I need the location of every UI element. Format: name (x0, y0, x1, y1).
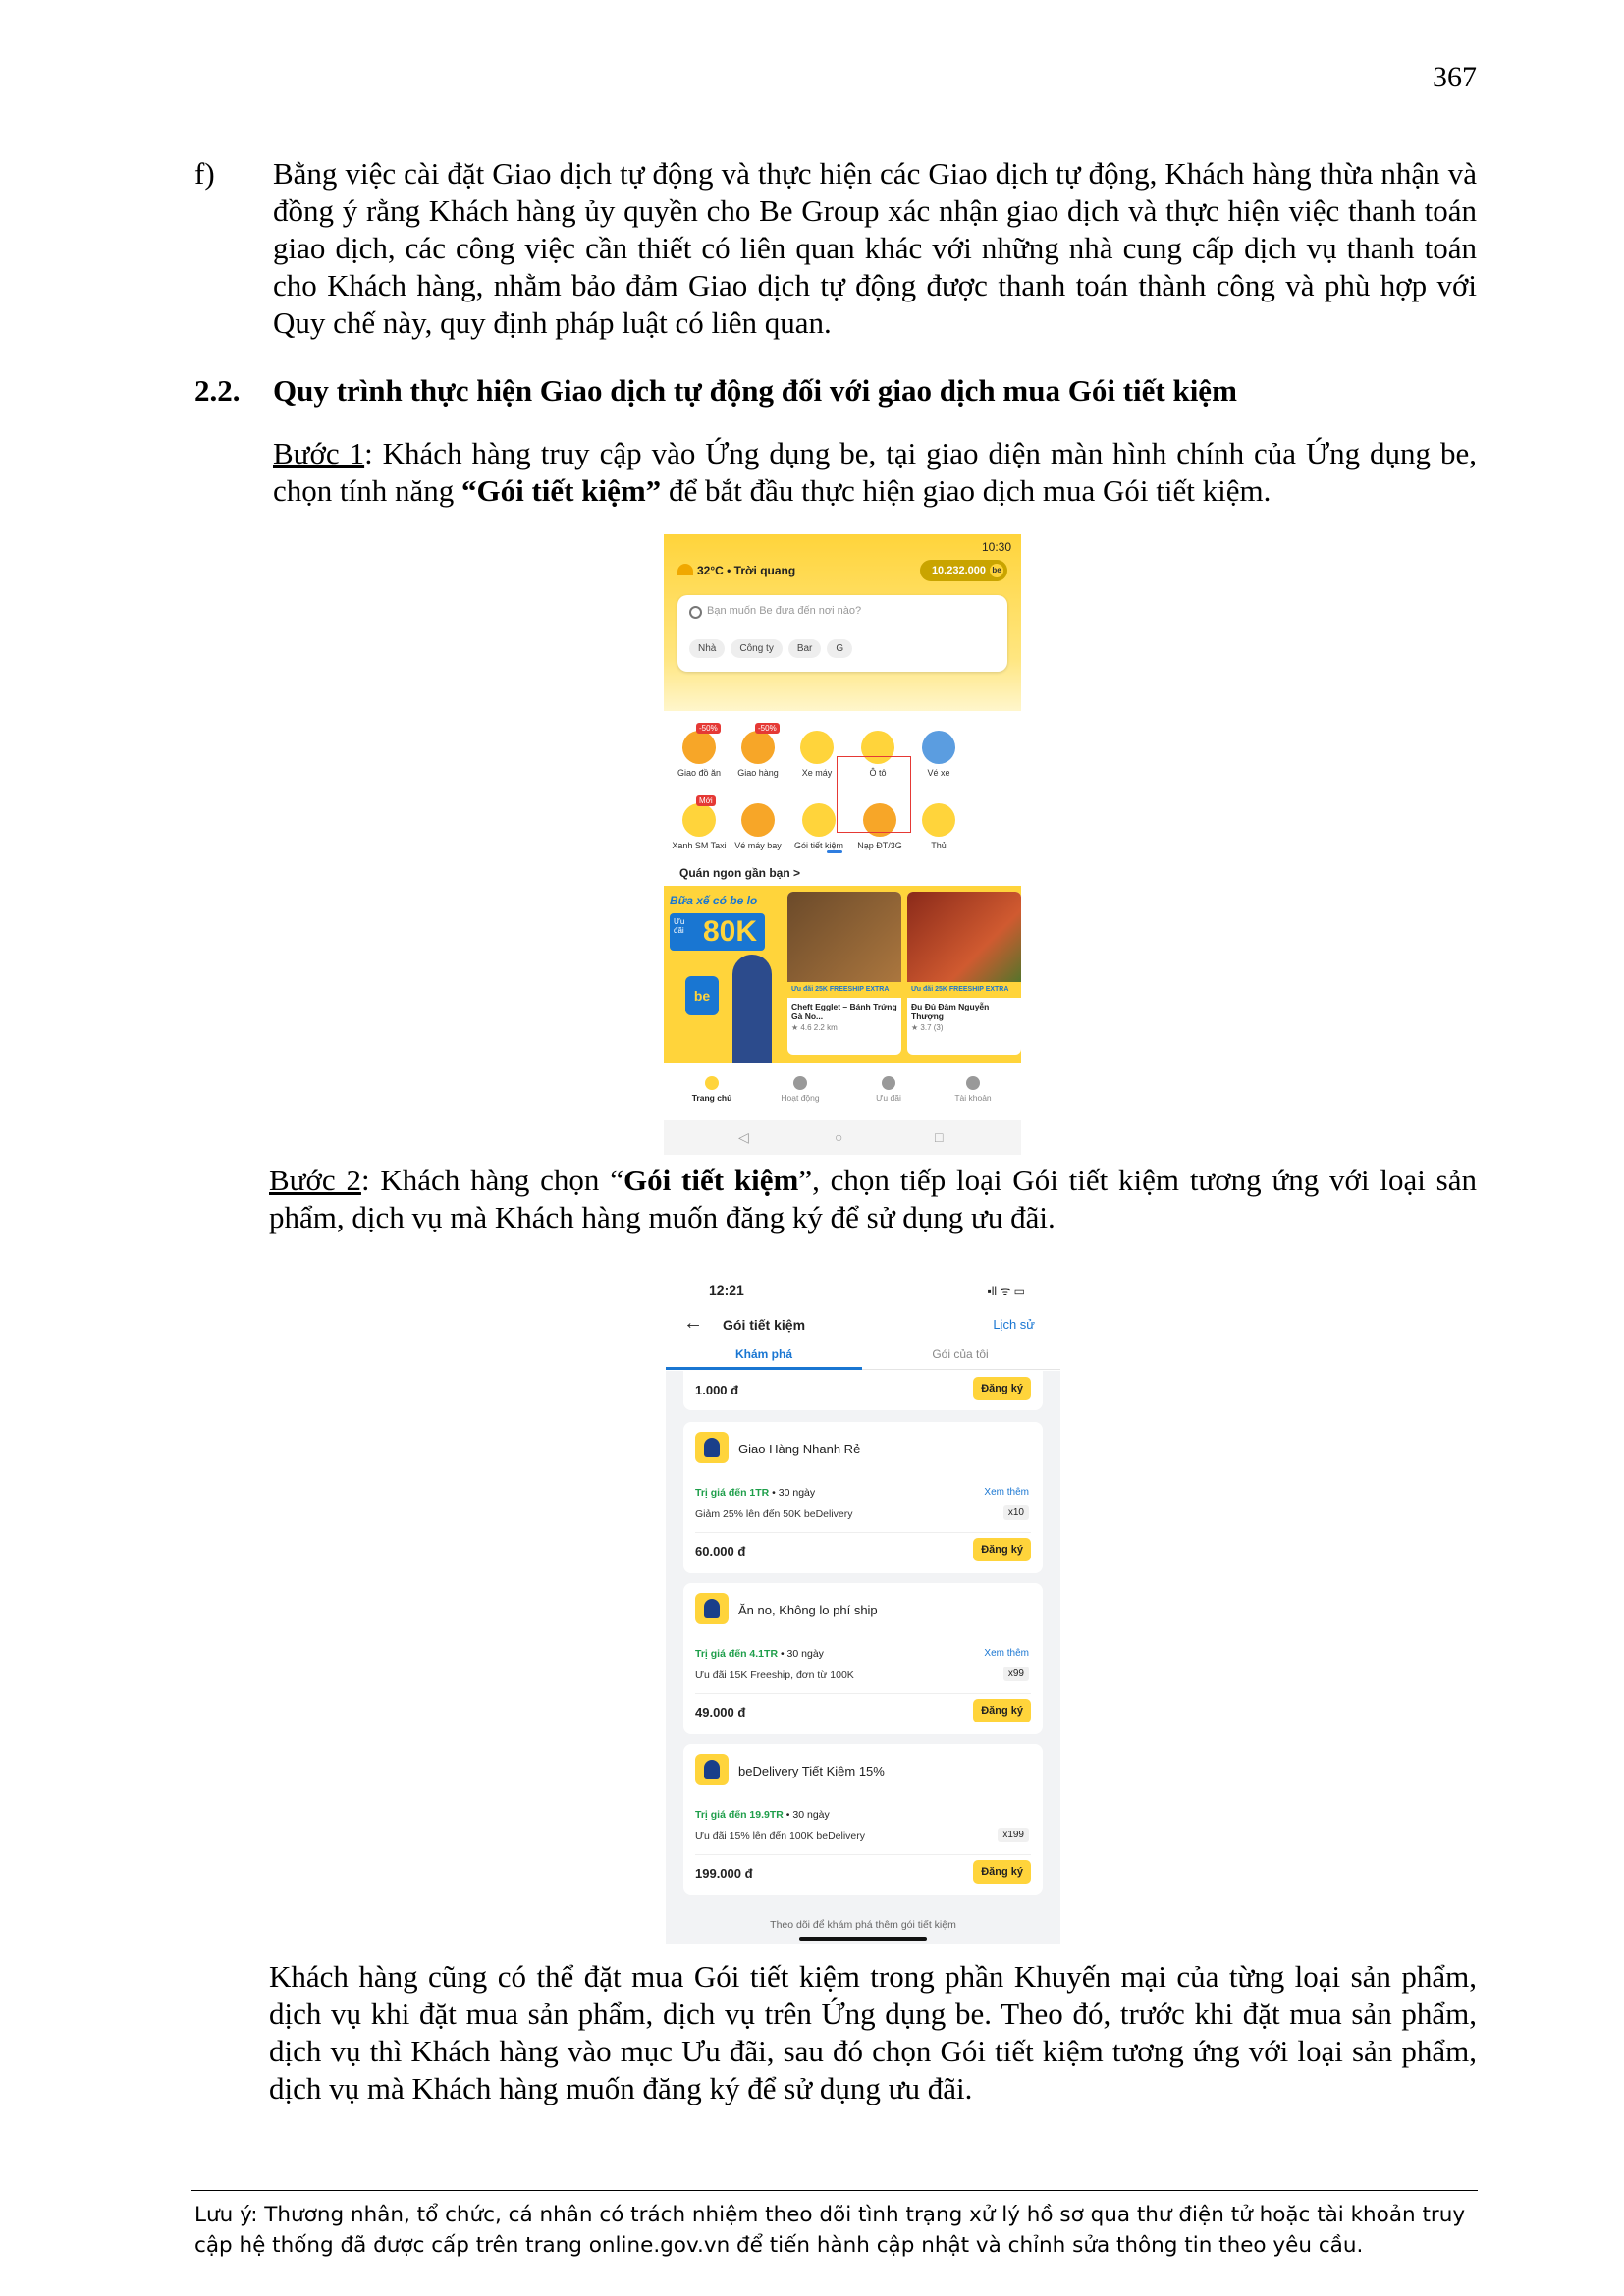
clock-icon (793, 1076, 807, 1090)
step1-paragraph (273, 435, 1477, 510)
promo-tag: Ưu đãi (674, 917, 685, 935)
register-button[interactable]: Đăng ký (973, 1860, 1031, 1884)
service-taxi[interactable] (670, 796, 729, 851)
service-label: Gói tiết kiệm (793, 841, 843, 850)
pack-name: Giao Hàng Nhanh Rẻ (738, 1442, 861, 1456)
chip-more[interactable]: G (827, 639, 852, 658)
pack-value-amount: Trị giá đến 19.9TR (695, 1809, 784, 1821)
system-nav (664, 1120, 1021, 1155)
pack-duration: • 30 ngày (783, 1809, 830, 1821)
home-icon (705, 1076, 719, 1090)
pack-description: Giảm 25% lên đến 50K beDelivery (695, 1508, 853, 1520)
pack-value (695, 1648, 824, 1660)
pack-value (695, 1487, 815, 1499)
service-label: Giao đồ ăn (677, 768, 722, 778)
chip-work[interactable]: Công ty (731, 639, 782, 658)
chip-bar[interactable]: Bar (788, 639, 822, 658)
avatar (966, 1076, 980, 1090)
home-screen-screenshot (664, 534, 1021, 1155)
pack-description: Ưu đãi 15% lên đến 100K beDelivery (695, 1831, 865, 1842)
pack-duration: • 30 ngày (769, 1487, 816, 1499)
nav-label: Ưu đãi (876, 1093, 901, 1103)
nav-label: Hoạt động (781, 1093, 820, 1103)
service-label: Vé máy bay (734, 841, 782, 850)
service-label: Nạp ĐT/3G (857, 841, 902, 850)
pack-logo-icon (695, 1593, 729, 1624)
pack-value-amount: Trị giá đến 1TR (695, 1487, 770, 1499)
nav-account[interactable] (939, 1076, 1007, 1103)
section-number: 2.2. (194, 373, 241, 408)
freeship-badge: Ưu đãi 25K FREESHIP EXTRA (787, 982, 901, 998)
nav-offers[interactable] (854, 1076, 923, 1103)
be-logo: be (685, 976, 719, 1015)
nav-activity[interactable] (766, 1076, 835, 1103)
step2-paragraph (269, 1162, 1477, 1236)
search-placeholder: Bạn muốn Be đưa đến nơi nào? (707, 605, 862, 617)
step1-text-after: để bắt đầu thực hiện giao dịch mua Gói tiết kiệm. (661, 473, 1272, 508)
active-tab-indicator (666, 1367, 862, 1370)
pack-quantity: x10 (1003, 1505, 1029, 1520)
home-header (664, 534, 1021, 711)
food-icon (682, 724, 718, 764)
register-button[interactable]: Đăng ký (973, 1377, 1031, 1400)
service-flight[interactable] (729, 803, 787, 851)
card-divider (695, 1532, 1031, 1533)
section-title: Quy trình thực hiện Giao dịch tự động đối với giao dịch mua Gói tiết kiệm (273, 373, 1237, 408)
discount-badge: -50% (696, 723, 721, 734)
history-link[interactable]: Lịch sử (993, 1317, 1035, 1332)
back-arrow-icon[interactable]: ← (683, 1312, 703, 1334)
restaurant-meta: ★ 3.7 (3) (911, 1023, 944, 1032)
step2-text-after: ”, chọn tiếp loại Gói tiết kiệm tương ứng với loại sản phẩm, dịch vụ mà Khách hàng muốn đăng ký để sử dụng ưu đãi. (269, 1163, 1477, 1234)
register-button[interactable]: Đăng ký (973, 1538, 1031, 1561)
pack-quantity: x199 (998, 1828, 1029, 1842)
service-delivery[interactable] (729, 724, 787, 779)
home-nav-icon[interactable]: ○ (835, 1129, 843, 1145)
home-indicator (799, 1937, 927, 1941)
step2-bold: Gói tiết kiệm (623, 1163, 799, 1197)
search-icon (689, 606, 702, 619)
service-label: Vé xe (927, 768, 950, 778)
page-indicator (827, 850, 842, 853)
pack-card-partial (683, 1371, 1043, 1410)
sun-icon (677, 564, 693, 575)
pack-name: beDelivery Tiết Kiệm 15% (738, 1764, 885, 1778)
pack-price: 49.000 đ (695, 1705, 746, 1720)
pack-price: 199.000 đ (695, 1866, 753, 1881)
promo-person-image (732, 955, 772, 1063)
back-nav-icon[interactable]: ◁ (738, 1129, 749, 1145)
pack-card (683, 1422, 1043, 1573)
pack-card (683, 1744, 1043, 1895)
restaurant-meta: ★ 4.6 2.2 km (791, 1023, 838, 1032)
promo-line: Bữa xế có be lo (670, 894, 758, 907)
bus-icon (922, 731, 955, 764)
service-label: Xanh SM Taxi (672, 841, 727, 850)
pack-name: Ăn no, Không lo phí ship (738, 1603, 878, 1617)
taxi-icon (682, 796, 716, 837)
item-f-text: Bằng việc cài đặt Giao dịch tự động và thực hiện các Giao dịch tự động, Khách hàng thừa nhận và đồng ý rằng Khách hàng ủy quyền cho Be Group xác nhận giao dịch và thực hiện việc thanh toán giao dịch, các công việc cần thiết có liên quan khác với những nhà cung cấp dịch vụ thanh toán cho Khách hàng, nhằm bảo đảm Giao dịch tự động được thanh toán thành công và phù hợp với Quy chế này, quy định pháp luật có liên quan. (273, 156, 1477, 340)
delivery-icon (741, 724, 777, 764)
step1-label: Bước 1 (273, 436, 365, 470)
card-divider (695, 1854, 1031, 1855)
restaurant-name: Cheft Egglet – Bánh Trứng Gà No... (791, 1002, 897, 1021)
nav-home[interactable] (677, 1076, 746, 1103)
list-label-f: f) (194, 156, 215, 191)
see-more-link[interactable]: Xem thêm (984, 1487, 1029, 1498)
card-divider (695, 1693, 1031, 1694)
screen-title: Gói tiết kiệm (723, 1317, 806, 1333)
service-label: Thủ (931, 841, 947, 850)
selected-feature-highlight (837, 756, 911, 833)
service-label: Xe máy (801, 768, 833, 778)
restaurant-name: Đu Đủ Đâm Nguyễn Thượng (911, 1002, 990, 1021)
pack-value-amount: Trị giá đến 4.1TR (695, 1648, 779, 1660)
step2-text-before: : Khách hàng chọn “ (360, 1163, 623, 1197)
nearby-title[interactable]: Quán ngon gần bạn > (679, 866, 800, 880)
pack-price: 1.000 đ (695, 1383, 739, 1397)
pack-description: Ưu đãi 15K Freeship, đơn từ 100K (695, 1669, 854, 1681)
destination-search[interactable] (677, 595, 1007, 672)
weather (677, 564, 795, 577)
service-label: Ô tô (869, 768, 887, 778)
service-more[interactable] (909, 803, 968, 851)
savings-pack-icon (802, 803, 836, 837)
nav-label: Trang chủ (691, 1093, 732, 1103)
restaurant-card[interactable] (907, 892, 1021, 1055)
freeship-badge: Ưu đãi 25K FREESHIP EXTRA (907, 982, 1021, 998)
pack-price: 60.000 đ (695, 1544, 746, 1558)
more-icon (922, 803, 955, 837)
wallet-balance[interactable]: 10.232.000 be (920, 560, 1007, 581)
savings-pack-screenshot (666, 1269, 1060, 1944)
recents-nav-icon[interactable]: □ (935, 1129, 944, 1145)
pack-value (695, 1809, 830, 1821)
restaurant-card[interactable] (787, 892, 901, 1055)
step1-bold: “Gói tiết kiệm” (461, 473, 662, 508)
promo-amount: 80K (703, 915, 758, 948)
bike-icon (800, 731, 834, 764)
footer-note: Lưu ý: Thương nhân, tổ chức, cá nhân có trách nhiệm theo dõi tình trạng xử lý hồ sơ qua thư điện tử hoặc tài khoản truy cập hệ thống đã được cấp trên trang online.gov.vn để tiến hành cập nhật và chỉnh sửa thông tin theo yêu cầu. (194, 2203, 1466, 2258)
weather-text: 32°C • Trời quang (697, 564, 796, 577)
pack-logo-icon (695, 1754, 729, 1785)
footer-divider (191, 2190, 1478, 2191)
tab-explore[interactable]: Khám phá (734, 1347, 792, 1361)
service-bus-ticket[interactable] (909, 731, 968, 779)
promo-banner[interactable] (664, 886, 1021, 1063)
saved-places (689, 638, 858, 658)
status-time: 12:21 (709, 1283, 744, 1298)
pack-card (683, 1583, 1043, 1734)
step1-text-before: : Khách hàng truy cập vào Ứng dụng be, tại giao diện màn hình chính của Ứng dụng be, chọn tính năng (273, 436, 1477, 508)
page-number: 367 (1433, 61, 1477, 93)
list-footer: Theo dõi để khám phá thêm gói tiết kiệm (770, 1919, 956, 1931)
chip-home[interactable]: Nhà (689, 639, 725, 658)
pack-logo-icon (695, 1432, 729, 1463)
discount-badge: -50% (755, 723, 780, 734)
service-food[interactable] (670, 724, 729, 779)
step2-label: Bước 2 (269, 1163, 361, 1197)
register-button[interactable]: Đăng ký (973, 1699, 1031, 1722)
offer-icon (882, 1076, 895, 1090)
see-more-link[interactable]: Xem thêm (984, 1648, 1029, 1659)
closing-paragraph: Khách hàng cũng có thể đặt mua Gói tiết kiệm trong phần Khuyến mại của từng loại sản phẩm, dịch vụ khi đặt mua sản phẩm, dịch vụ trên Ứng dụng be. Theo đó, trước khi đặt mua sản phẩm, dịch vụ thì Khách hàng vào mục Ưu đãi, sau đó chọn Gói tiết kiệm tương ứng với loại sản phẩm, dịch vụ mà Khách hàng muốn đăng ký để sử dụng ưu đãi. (269, 1959, 1477, 2105)
pack-duration: • 30 ngày (778, 1648, 824, 1660)
pack-list (666, 1371, 1060, 1944)
airplane-icon (741, 803, 775, 837)
bottom-nav (664, 1076, 1021, 1116)
status-icons: ▪ll ᯤ ▭ (987, 1285, 1025, 1298)
service-label: Giao hàng (737, 768, 779, 778)
status-time: 10:30 (981, 540, 1011, 554)
new-badge: Mới (696, 795, 716, 806)
pack-quantity: x99 (1003, 1667, 1029, 1681)
tab-my-packs[interactable]: Gói của tôi (932, 1347, 989, 1361)
nav-label: Tài khoản (954, 1093, 992, 1103)
